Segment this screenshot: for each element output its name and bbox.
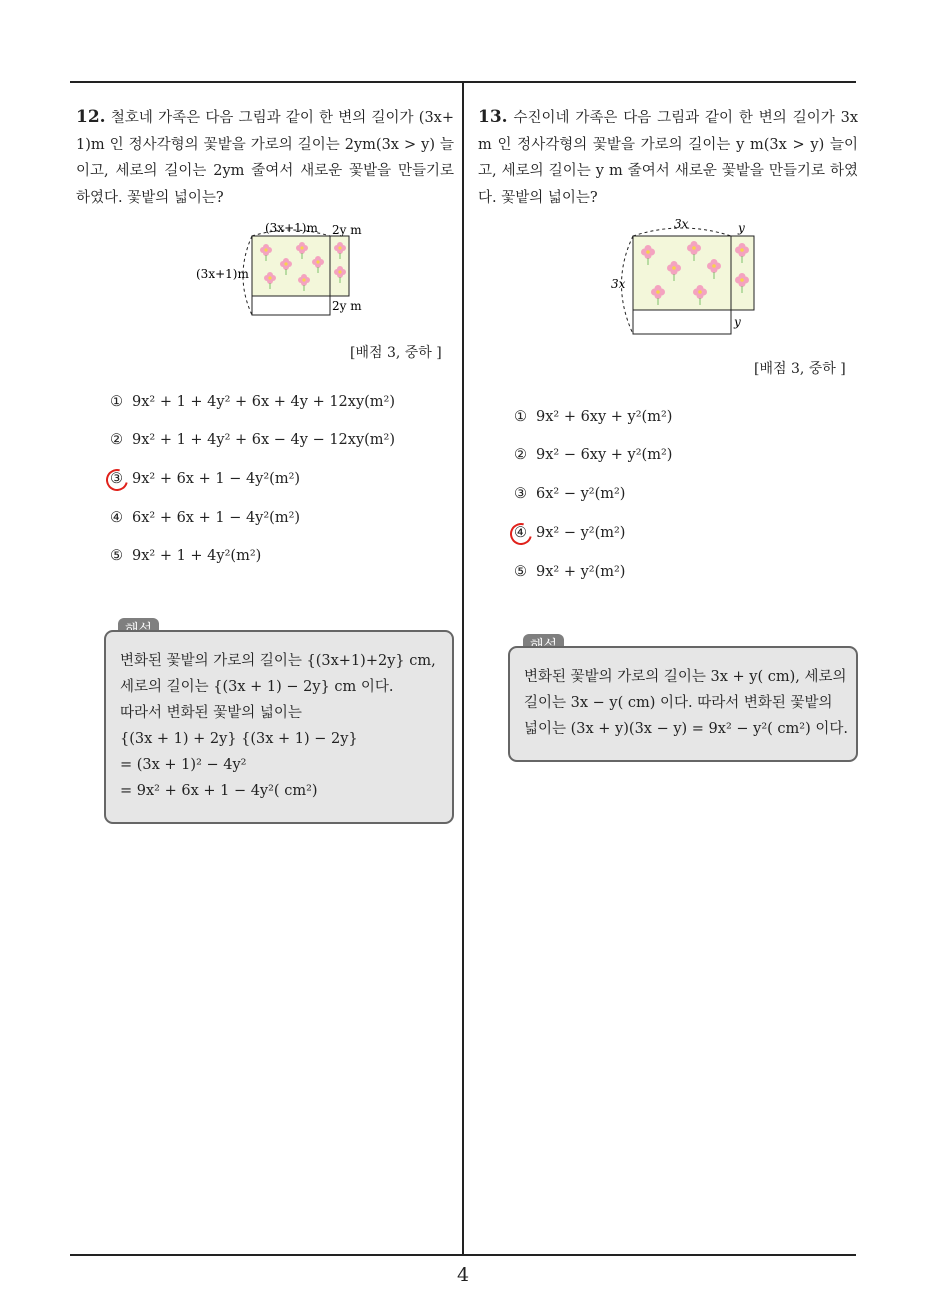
solution-line: 길이는 3x − y( cm) 이다. 따라서 변화된 꽃밭의 bbox=[524, 695, 833, 711]
question-13-grade: [배점 3, 중하 ] bbox=[754, 361, 846, 377]
option-number: ⑤ bbox=[514, 564, 527, 580]
solution-line: 넓이는 (3x + y)(3x − y) = 9x² − y²( cm²) 이다. bbox=[524, 721, 848, 737]
figure-right-top-label: y bbox=[738, 221, 745, 235]
q12-option-2[interactable] bbox=[110, 432, 395, 448]
figure-right-bottom-label: y bbox=[734, 315, 741, 329]
q13-option-5[interactable] bbox=[514, 564, 625, 580]
question-12-figure bbox=[190, 218, 380, 320]
option-number: ① bbox=[110, 394, 123, 410]
q12-option-4[interactable] bbox=[110, 510, 300, 526]
solution-line: 세로의 길이는 {(3x + 1) − 2y} cm 이다. bbox=[120, 679, 394, 695]
question-13-figure bbox=[608, 216, 768, 338]
question-12-number: 12. bbox=[76, 107, 106, 127]
option-number: ② bbox=[514, 447, 527, 463]
figure-right-top-label: 2y m bbox=[332, 223, 362, 237]
option-number: ④ bbox=[110, 510, 123, 526]
option-text: 9x² − 6xy + y²(m²) bbox=[536, 447, 673, 463]
option-text: 9x² + 1 + 4y² + 6x + 4y + 12xy(m²) bbox=[132, 394, 396, 410]
page-number: 4 bbox=[456, 1264, 470, 1286]
question-13-text: 수진이네 가족은 다음 그림과 같이 한 변의 길이가 3x m 인 정사각형의 꽃밭을 가로의 길이는 y m(3x > y) 늘이고, 세로의 길이는 y m 줄여서 새로운 꽃밭을 만들기로 하였다. 꽃밭의 넓이는? bbox=[478, 110, 858, 206]
q13-option-1[interactable] bbox=[514, 409, 672, 425]
bottom-rule bbox=[70, 1254, 856, 1256]
option-text: 9x² − y²(m²) bbox=[536, 525, 626, 541]
question-12 bbox=[76, 104, 454, 211]
solution-line: 따라서 변화된 꽃밭의 넓이는 bbox=[120, 705, 302, 721]
q13-option-2[interactable] bbox=[514, 447, 672, 463]
solution-line: 변화된 꽃밭의 가로의 길이는 {(3x+1)+2y} cm, bbox=[120, 653, 436, 669]
option-number: ③ bbox=[514, 486, 527, 502]
solution-box-q13 bbox=[508, 646, 858, 762]
figure-top-label: 3x bbox=[674, 217, 689, 231]
option-number: ① bbox=[514, 409, 527, 425]
answer-mark-q12 bbox=[102, 465, 132, 495]
figure-right-bottom-label: 2y m bbox=[332, 299, 362, 313]
garden-removed-strip bbox=[252, 296, 330, 315]
option-text: 9x² + 1 + 4y²(m²) bbox=[132, 548, 262, 564]
figure-left-label: (3x+1)m bbox=[196, 267, 249, 281]
option-number: ③ bbox=[110, 471, 123, 487]
question-12-text: 철호네 가족은 다음 그림과 같이 한 변의 길이가 (3x+ 1)m 인 정사각형의 꽃밭을 가로의 길이는 2ym(3x > y) 늘이고, 세로의 길이는 2ym 줄여서 새로운 꽃밭을 만들기로 하였다. 꽃밭의 넓이는? bbox=[76, 110, 454, 206]
figure-left-label: 3x bbox=[611, 277, 626, 291]
garden-removed-strip bbox=[633, 310, 731, 334]
solution-box-q12 bbox=[104, 630, 454, 824]
option-text: 6x² + 6x + 1 − 4y²(m²) bbox=[132, 510, 301, 526]
answer-mark-q13 bbox=[506, 519, 536, 549]
option-text: 9x² + 6x + 1 − 4y²(m²) bbox=[132, 471, 301, 487]
option-text: 9x² + 6xy + y²(m²) bbox=[536, 409, 673, 425]
question-12-grade: [배점 3, 중하 ] bbox=[350, 345, 442, 361]
option-number: ④ bbox=[514, 525, 527, 541]
q12-option-1[interactable] bbox=[110, 394, 395, 410]
option-text: 9x² + 1 + 4y² + 6x − 4y − 12xy(m²) bbox=[132, 432, 396, 448]
option-text: 6x² − y²(m²) bbox=[536, 486, 626, 502]
option-text: 9x² + y²(m²) bbox=[536, 564, 626, 580]
question-13-stem bbox=[478, 104, 858, 211]
solution-line: 변화된 꽃밭의 가로의 길이는 3x + y( cm), 세로의 bbox=[524, 669, 847, 685]
question-13 bbox=[478, 104, 858, 211]
question-12-stem bbox=[76, 104, 454, 211]
column-divider bbox=[462, 81, 464, 1256]
solution-line: = 9x² + 6x + 1 − 4y²( cm²) bbox=[120, 783, 318, 799]
option-number: ② bbox=[110, 432, 123, 448]
solution-line: = (3x + 1)² − 4y² bbox=[120, 757, 247, 773]
solution-line: {(3x + 1) + 2y} {(3x + 1) − 2y} bbox=[120, 731, 358, 747]
option-number: ⑤ bbox=[110, 548, 123, 564]
q12-option-3[interactable] bbox=[110, 471, 300, 487]
question-13-number: 13. bbox=[478, 107, 508, 127]
figure-top-label: (3x+1)m bbox=[265, 221, 318, 235]
q12-option-5[interactable] bbox=[110, 548, 261, 564]
q13-option-3[interactable] bbox=[514, 486, 625, 502]
